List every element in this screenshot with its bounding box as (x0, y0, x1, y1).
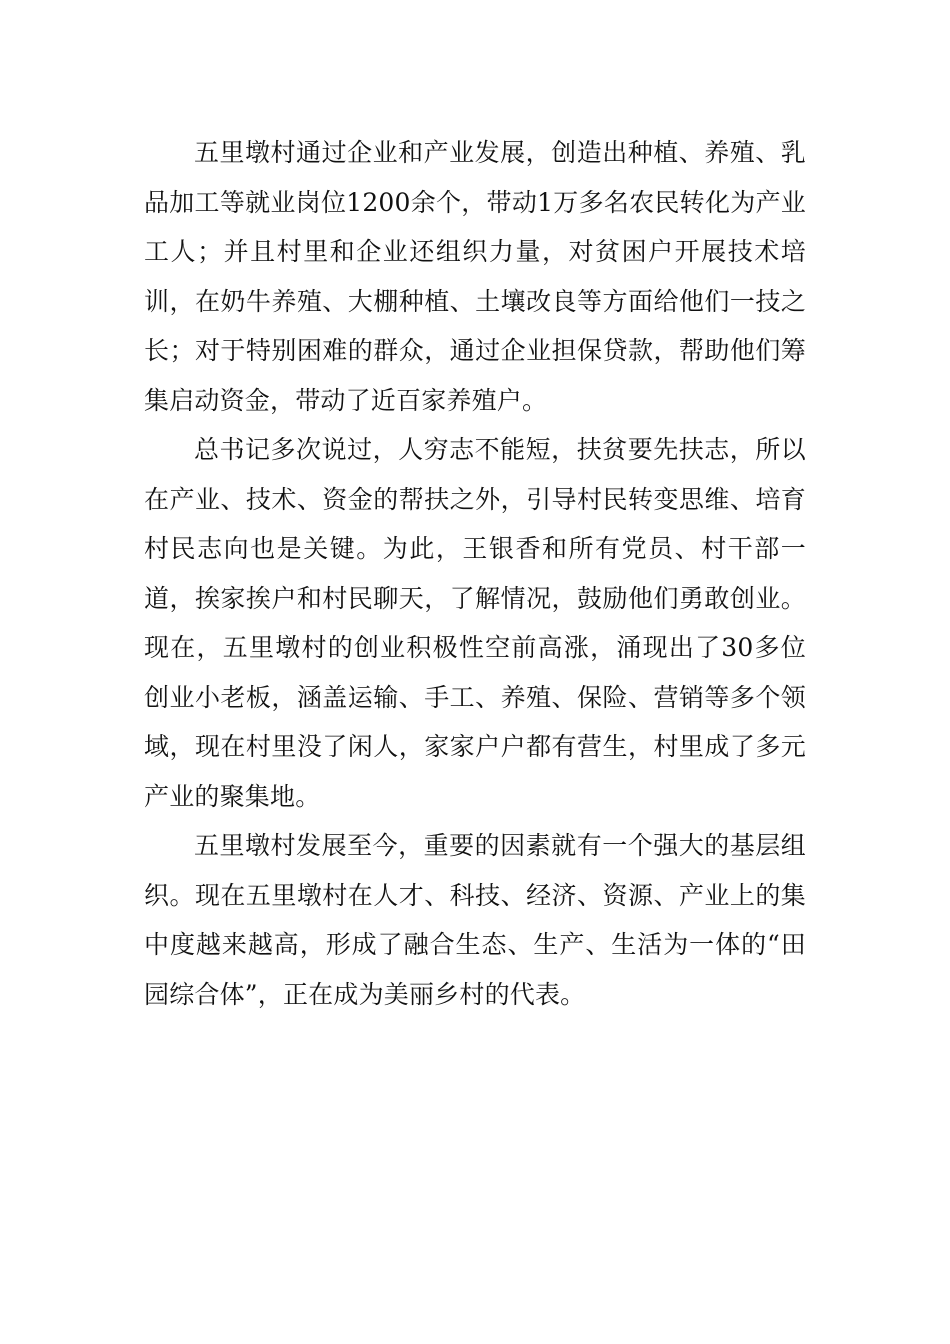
paragraph-organization: 五里墩村发展至今，重要的因素就有一个强大的基层组织。现在五里墩村在人才、科技、经济、资源、产业上的集中度越来越高，形成了融合生态、生产、生活为一体的“田园综合体”，正在成为美丽乡村的代表。 (144, 831, 806, 1009)
paragraph-employment: 五里墩村通过企业和产业发展，创造出种植、养殖、乳品加工等就业岗位1200余个，带动1万多名农民转化为产业工人；并且村里和企业还组织力量，对贫困户开展技术培训，在奶牛养殖、大棚种植、土壤改良等方面给他们一技之长；对于特别困难的群众，通过企业担保贷款，帮助他们筹集启动资金，带动了近百家养殖户。 (144, 138, 806, 415)
paragraph-entrepreneurship: 总书记多次说过，人穷志不能短，扶贫要先扶志，所以在产业、技术、资金的帮扶之外，引导村民转变思维、培育村民志向也是关键。为此，王银香和所有党员、村干部一道，挨家挨户和村民聊天，了解情况，鼓励他们勇敢创业。现在，五里墩村的创业积极性空前高涨，涌现出了30多位创业小老板，涵盖运输、手工、养殖、保险、营销等多个领域，现在村里没了闲人，家家户户都有营生，村里成了多元产业的聚集地。 (144, 435, 806, 811)
document-body (144, 128, 806, 1019)
